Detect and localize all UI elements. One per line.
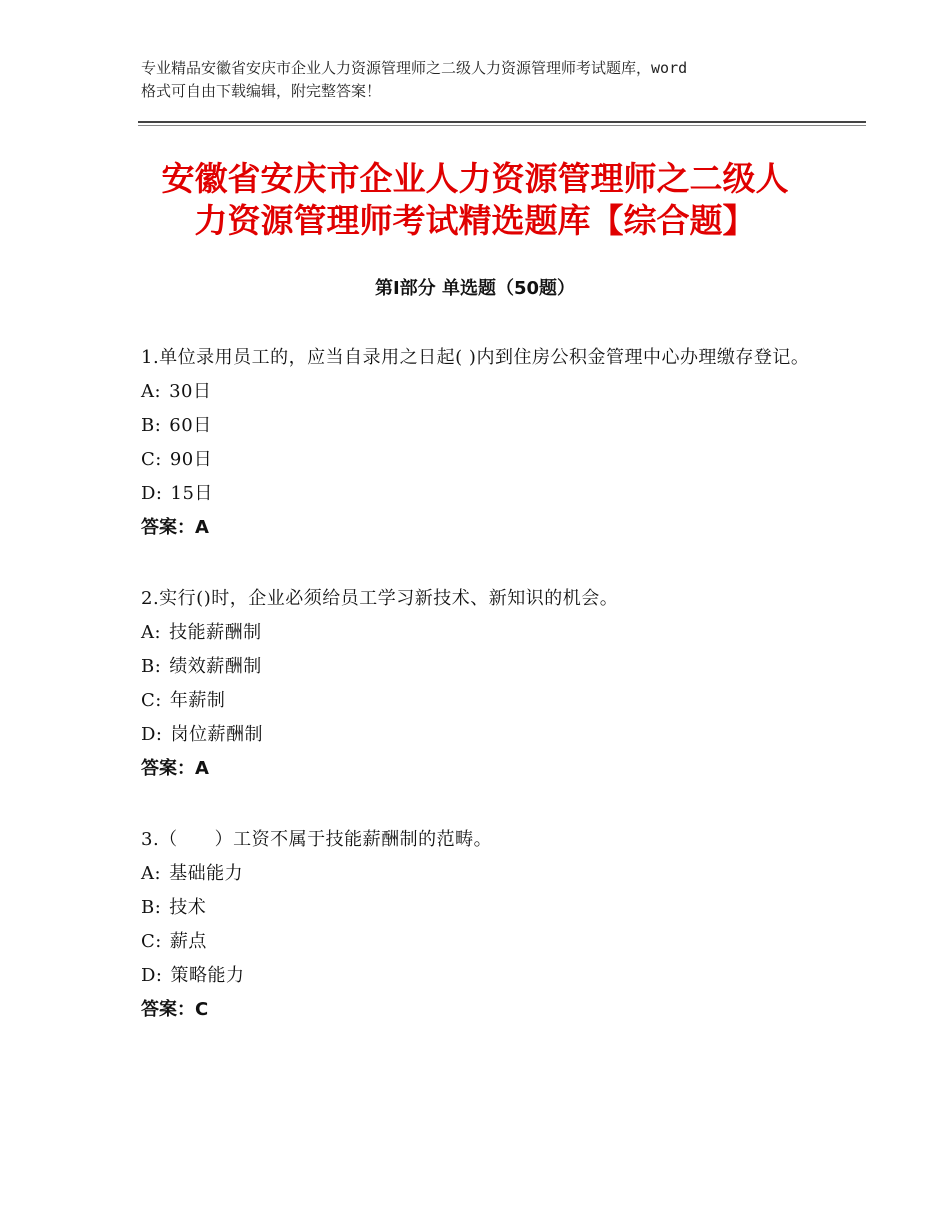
option-text: 年薪制	[169, 690, 226, 711]
option-c	[141, 443, 821, 477]
question-stem: 3.（ ）工资不属于技能薪酬制的范畴。	[141, 829, 493, 850]
option-letter: D:	[141, 965, 163, 986]
header-divider	[138, 121, 866, 123]
option-a	[141, 857, 821, 891]
header-note-line1: 专业精品安徽省安庆市企业人力资源管理师之二级人力资源管理师考试题库，word	[141, 59, 688, 77]
option-text: 90日	[169, 449, 213, 470]
answer-line: 答案：C	[141, 999, 209, 1020]
option-b	[141, 891, 821, 925]
option-letter: A:	[141, 622, 162, 643]
question-item	[141, 823, 821, 1027]
option-letter: A:	[141, 381, 162, 402]
option-a	[141, 375, 821, 409]
question-stem: 2.实行()时，企业必须给员工学习新技术、新知识的机会。	[141, 588, 619, 609]
option-letter: C:	[141, 690, 162, 711]
option-b	[141, 650, 821, 684]
option-text: 技术	[169, 897, 207, 918]
option-text: 15日	[170, 483, 213, 504]
question-list	[141, 341, 821, 1064]
document-title-line2: 力资源管理师考试精选题库【综合题】	[194, 201, 756, 240]
answer-line: 答案：A	[141, 758, 209, 779]
option-letter: D:	[141, 724, 163, 745]
option-text: 技能薪酬制	[169, 622, 262, 643]
document-title-line1: 安徽省安庆市企业人力资源管理师之二级人	[161, 159, 789, 198]
option-letter: C:	[141, 449, 162, 470]
option-d	[141, 477, 821, 511]
question-item	[141, 582, 821, 786]
option-text: 薪点	[169, 931, 207, 952]
option-letter: B:	[141, 897, 162, 918]
header-note-line2: 格式可自由下载编辑，附完整答案！	[141, 82, 382, 100]
header-note	[141, 57, 841, 103]
option-letter: A:	[141, 863, 162, 884]
option-text: 30日	[169, 381, 212, 402]
option-text: 60日	[169, 415, 212, 436]
option-d	[141, 718, 821, 752]
option-text: 岗位薪酬制	[170, 724, 263, 745]
answer-line: 答案：A	[141, 517, 209, 538]
question-stem: 1.单位录用员工的，应当自录用之日起( )内到住房公积金管理中心办理缴存登记。	[141, 347, 810, 368]
option-a	[141, 616, 821, 650]
option-c	[141, 684, 821, 718]
option-b	[141, 409, 821, 443]
option-letter: C:	[141, 931, 162, 952]
option-d	[141, 959, 821, 993]
option-letter: B:	[141, 656, 162, 677]
document-title	[100, 158, 850, 242]
question-item	[141, 341, 821, 545]
option-c	[141, 925, 821, 959]
option-letter: B:	[141, 415, 162, 436]
option-text: 策略能力	[170, 965, 245, 986]
section-title: 第Ⅰ部分 单选题（50题）	[374, 278, 575, 299]
option-letter: D:	[141, 483, 163, 504]
option-text: 绩效薪酬制	[169, 656, 262, 677]
option-text: 基础能力	[169, 863, 244, 884]
